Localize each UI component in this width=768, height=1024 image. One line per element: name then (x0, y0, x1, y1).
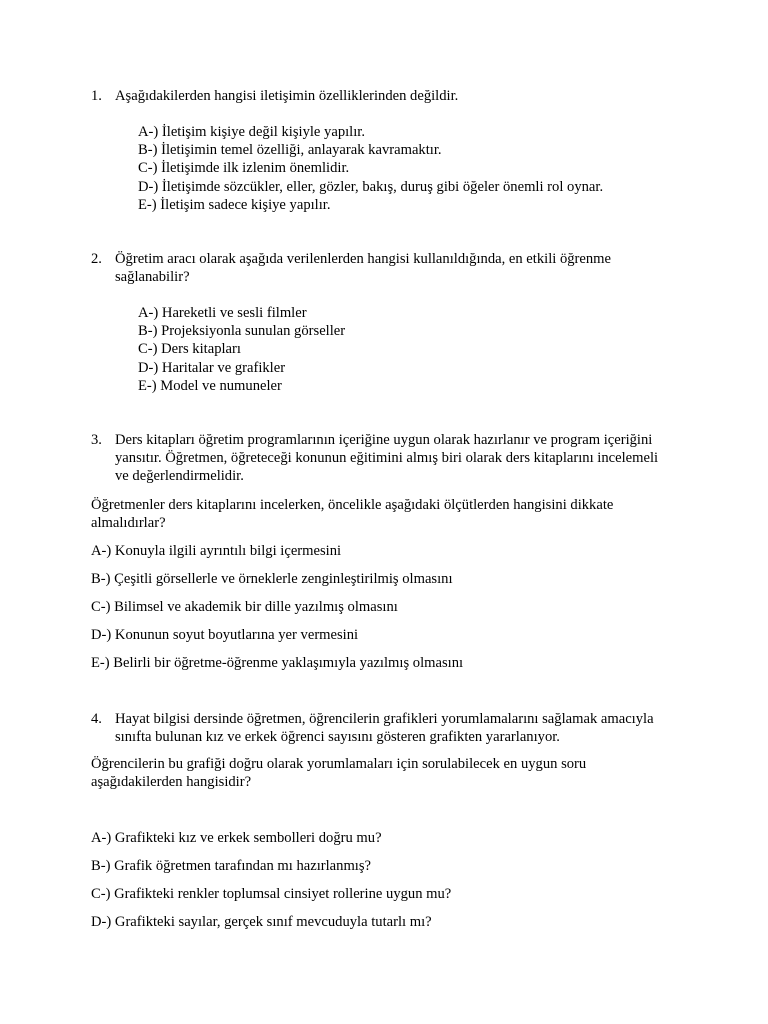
q4-option-c: C-) Grafikteki renkler toplumsal cinsiyet rollerine uygun mu? (91, 886, 452, 902)
question-1-options (138, 123, 698, 214)
question-3-prompt: Öğretmenler ders kitaplarını incelerken, öncelikle aşağıdaki ölçütlerden hangisini dikkate almalıdırlar? (91, 497, 614, 532)
q2-option-b: B-) Projeksiyonla sunulan görseller (138, 323, 346, 340)
q3-option-a: A-) Konuyla ilgili ayrıntılı bilgi içermesini (91, 543, 342, 559)
q2-option-a: A-) Hareketli ve sesli filmler (138, 305, 307, 321)
question-4-number: 4. (91, 711, 102, 727)
question-3-text: Ders kitapları öğretim programlarının içeriğine uygun olarak hazırlanır ve program içeriğini yansıtır. Öğretmen, öğreteceği konunun eğitimini almış biri olarak ders kitaplarını incelemeli ve değerlendirmelidir. (115, 432, 659, 485)
q4-option-b: B-) Grafik öğretmen tarafından mı hazırlanmış? (91, 858, 372, 874)
q1-option-b: B-) İletişimin temel özelliği, anlayarak kavramaktır. (138, 142, 442, 159)
q3-option-c: C-) Bilimsel ve akademik bir dille yazılmış olmasını (91, 599, 398, 615)
q4-option-d: D-) Grafikteki sayılar, gerçek sınıf mevcuduyla tutarlı mı? (91, 914, 432, 930)
question-4-prompt: Öğrencilerin bu grafiği doğru olarak yorumlamaları için sorulabilecek en uygun soru aşağıdakilerden hangisidir? (91, 756, 587, 791)
q4-option-a: A-) Grafikteki kız ve erkek sembolleri doğru mu? (91, 830, 382, 846)
question-2-options (138, 304, 698, 395)
question-3-number: 3. (91, 432, 102, 448)
q2-option-e: E-) Model ve numuneler (138, 377, 282, 394)
question-2-number: 2. (91, 251, 102, 267)
q2-option-d: D-) Haritalar ve grafikler (138, 359, 286, 376)
q3-option-e: E-) Belirli bir öğretme-öğrenme yaklaşımıyla yazılmış olmasını (91, 655, 464, 671)
q3-option-b: B-) Çeşitli görsellerle ve örneklerle zenginleştirilmiş olmasını (91, 571, 453, 587)
q2-option-c: C-) Ders kitapları (138, 341, 241, 358)
q1-option-c: C-) İletişimde ilk izlenim önemlidir. (138, 160, 350, 177)
q1-option-a: A-) İletişim kişiye değil kişiyle yapılır. (138, 124, 365, 140)
question-4-text: Hayat bilgisi dersinde öğretmen, öğrencilerin grafikleri yorumlamalarını sağlamak amacıyla sınıfta bulunan kız ve erkek öğrenci sayısını gösteren grafikten yararlanıyor. (115, 711, 654, 746)
q3-option-d: D-) Konunun soyut boyutlarına yer vermesini (91, 627, 359, 643)
question-1-number: 1. (91, 88, 102, 104)
q1-option-e: E-) İletişim sadece kişiye yapılır. (138, 196, 331, 213)
q1-option-d: D-) İletişimde sözcükler, eller, gözler, bakış, duruş gibi öğeler önemli rol oynar. (138, 178, 604, 195)
question-2-text: Öğretim aracı olarak aşağıda verilenlerden hangisi kullanıldığında, en etkili öğrenme sağlanabilir? (115, 251, 612, 286)
question-1-text: Aşağıdakilerden hangisi iletişimin özelliklerinden değildir. (115, 88, 459, 104)
